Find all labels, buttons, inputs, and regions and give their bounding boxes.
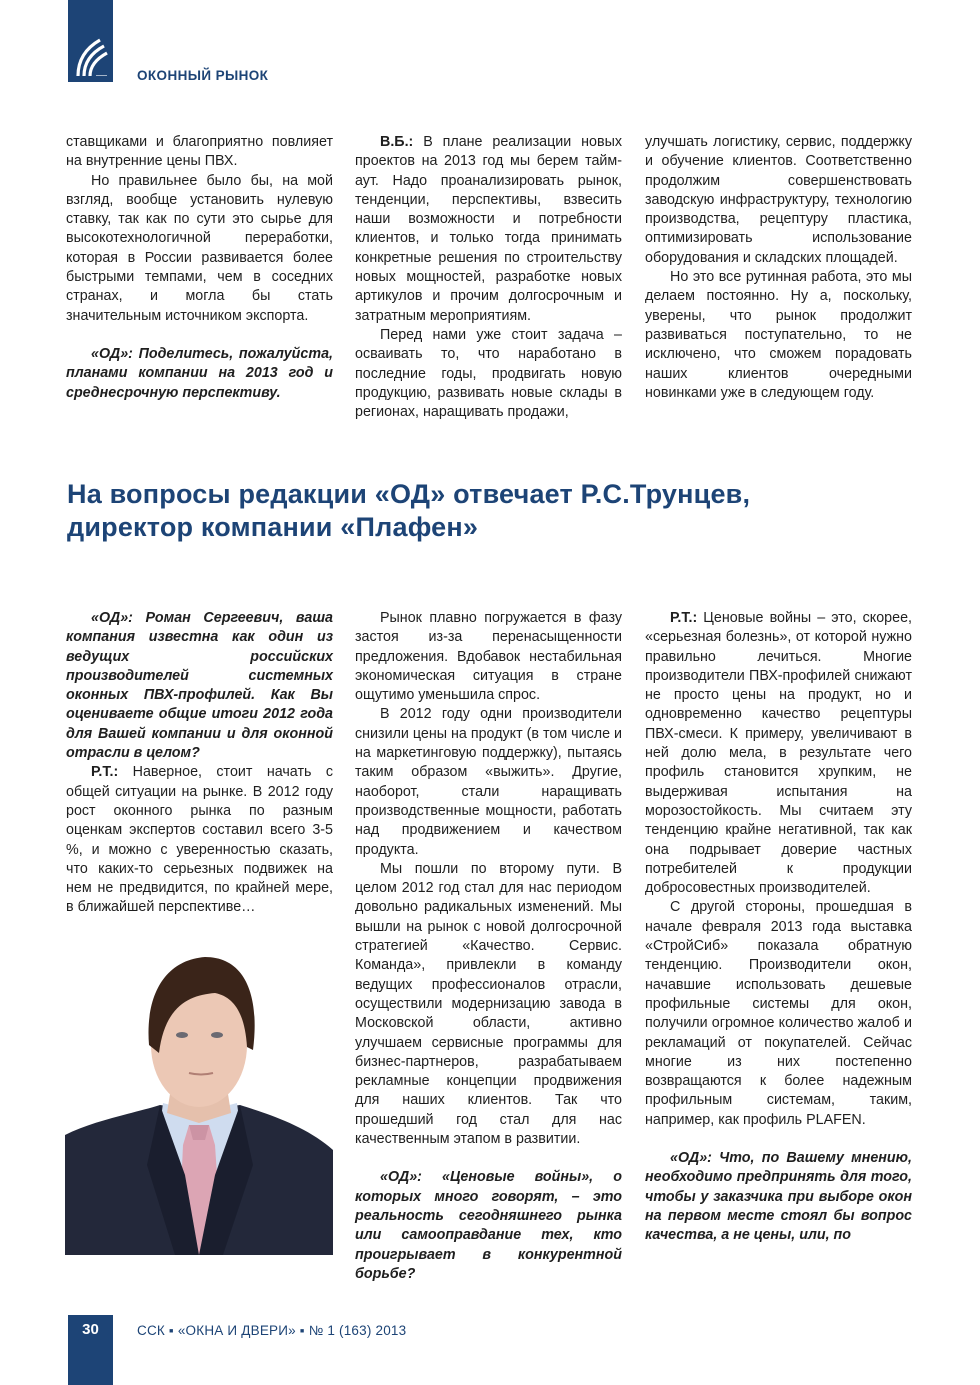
magazine-logo-icon (74, 36, 108, 76)
footer-color-bar (68, 1315, 113, 1385)
interview-question: «ОД»: «Ценовые войны», о которых много говорят, – это реальность сегодняшнего рынка или самооправдание тех, кто проигрывает в конкурентной борьбе? (355, 1169, 622, 1282)
paragraph: Но правильнее было бы, на мой взгляд, вообще установить нулевую ставку, так как по сути это сырье для высокотехнологичной переработки, которая в России развивается более быстрыми темпами, чем в соседних странах, и могла бы стать значительным источником экспорта. (66, 172, 333, 324)
section-label: ОКОННЫЙ РЫНОК (137, 68, 269, 83)
paragraph: С другой стороны, прошедшая в начале февраля 2013 года выставка «СтройСиб» показала обратную тенденцию. Производители окон, начавшие использовать дешевые профильные системы для окон, получили огромное количество жалоб и рекламаций от покупателей. Сейчас многие из них постепенно возвращаются к более надежным профильным системам, таким, например, как профиль PLAFEN. (645, 899, 912, 1128)
footer-publication-info: ССК ▪ «ОКНА И ДВЕРИ» ▪ № 1 (163) 2013 (137, 1323, 407, 1338)
speaker-label: Р.Т.: (670, 610, 698, 626)
speaker-label: Р.Т.: (91, 764, 119, 781)
interview-question: «ОД»: Роман Сергеевич, ваша компания известна как один из ведущих российских производителей системных оконных ПВХ-профилей. Как Вы оцениваете общие итоги 2012 года для Вашей компании и для оконной отрасли в целом? (66, 610, 333, 762)
interview-question: «ОД»: Поделитесь, пожалуйста, планами компании на 2013 год и среднесрочную перспективу. (66, 345, 333, 401)
speaker-label: В.Б.: (380, 134, 414, 150)
article-headline (67, 478, 867, 544)
paragraph: улучшать логистику, сервис, поддержку и обучение клиентов. Соответственно продолжим совершенствовать заводскую инфраструктуру, технологию производства, рецептуру пластика, оптимизировать использование оборудования и складских площадей. (645, 134, 912, 266)
answer-paragraph (645, 609, 912, 898)
bottom-column-2 (355, 609, 622, 1284)
headline-line-1: На вопросы редакции «ОД» отвечает Р.С.Трунцев, (67, 479, 751, 509)
paragraph: ставщиками и благоприятно повлияет на внутренние цены ПВХ. (66, 134, 333, 170)
paragraph: Мы пошли по второму пути. В целом 2012 год стал для нас периодом довольно радикальных изменений. Мы вышли на рынок с новой долгосрочной стратегией «Качество. Сервис. Команда», привлекли в команду ведущих профессионалов отрасли, осуществили модернизацию завода в Московской области, активно улучшаем сервисные программы для бизнес-партнеров, разрабатываем рекламные концепции продвижения для наших клиентов. Так что прошедший год стал для нас качественным этапом в развитии. (355, 860, 622, 1148)
paragraph: Но это все рутинная работа, это мы делаем постоянно. Ну а, поскольку, уверены, что рынок продолжит развиваться поступательно, то не исключено, что сможем порадовать наших клиентов очередными новинками уже в следующем году. (645, 269, 912, 401)
top-column-2 (355, 133, 622, 422)
header-color-bar (68, 0, 113, 82)
bottom-column-3 (645, 609, 912, 1246)
answer-text: Наверное, стоит начать с общей ситуации на рынке. В 2012 году рост оконного рынка по разным оценкам экспертов составил всего 3-5 %, и можно с уверенностью сказать, что каких-то серьезных подвижек на нем не предвидится, по крайней мере, в ближайшей перспективе… (66, 764, 333, 916)
paragraph: В 2012 году одни производители снизили цены на продукт (в том числе и на маркетинговую поддержку), пытаясь таким образом «выжить». Другие, наоборот, стали наращивать производственные мощности, работать над продвижением и качеством продукта. (355, 706, 622, 858)
paragraph: Рынок плавно погружается в фазу застоя из-за перенасыщенности предложения. Вдобавок нестабильная экономическая ситуация в стране ощутимо уменьшила спрос. (355, 610, 622, 704)
headline-line-2: директор компании «Плафен» (67, 512, 479, 542)
answer-text: В плане реализации новых проектов на 2013 год мы берем тайм-аут. Надо проанализировать рынок, тенденции, перспективы, взвесить наши возможности и потребности клиентов, и только тогда принимать конкретные решения по строительству новых мощностей, разработке новых артикулов и прочим долгосрочным и затратным мероприятиям. (355, 134, 622, 324)
answer-paragraph (66, 763, 333, 917)
answer-text: Ценовые войны – это, скорее, «серьезная болезнь», от которой нужно правильно лечиться. Многие производители ПВХ-профилей снижают не просто цены на продукт, но и одновременно качество рецептуры ПВХ-смеси. К примеру, увеличивают в ней долю мела, в результате чего профиль становится хрупким, не выдерживая испытания на морозостойкость. Мы считаем эту тенденцию крайне негативной, так как она подрывает доверие частных потребителей к продукции добросовестных производителей. (645, 610, 912, 897)
portrait-image (65, 935, 333, 1255)
answer-paragraph (355, 133, 622, 326)
paragraph: Перед нами уже стоит задача – осваивать то, что наработано в последние годы, продвигать новую продукцию, развивать новые склады в регионах, наращивать продажи, (355, 326, 622, 421)
page-number: 30 (82, 1321, 99, 1338)
interview-question: «ОД»: Что, по Вашему мнению, необходимо предпринять для того, чтобы у заказчика при выборе окон на первом месте стоял бы вопрос качества, а не цены, или, по (645, 1150, 912, 1244)
interviewee-photo (65, 935, 333, 1255)
top-column-3 (645, 133, 912, 403)
bottom-column-1 (66, 609, 333, 918)
top-column-1 (66, 133, 333, 403)
